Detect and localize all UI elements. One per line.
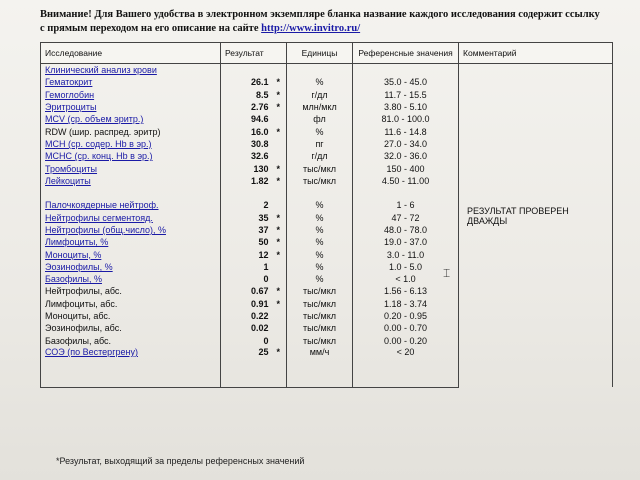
result-value: 35 [221,212,271,224]
out-of-range-flag: * [276,163,281,174]
text-cursor-icon: ⌶ [443,266,451,280]
test-name: Эозинофилы, абс. [45,323,122,334]
result-value: 26.1 [221,76,271,88]
reference-range: 81.0 - 100.0 [353,113,459,125]
row-cell [41,187,221,199]
test-name-link[interactable]: MCV (ср. объем эритр.) [45,114,144,125]
result-value: 0.02 [221,322,271,334]
out-of-range-flag [271,273,287,285]
out-of-range-flag: * [271,347,287,388]
reference-range: < 1.0 [353,273,459,285]
test-name-link[interactable]: СОЭ (по Вестергрену) [45,346,138,357]
comment-text: РЕЗУЛЬТАТ ПРОВЕРЕН ДВАЖДЫ [467,205,569,226]
reference-range: 11.7 - 15.5 [353,89,459,101]
out-of-range-flag [271,150,287,162]
test-name: Базофилы, абс. [45,335,112,346]
unit-value [287,64,353,77]
reference-range: 11.6 - 14.8 [353,125,459,137]
reference-range: 1 - 6 [353,199,459,211]
unit-value: фл [287,113,353,125]
out-of-range-flag: * [276,102,281,113]
unit-value: % [287,212,353,224]
unit-value: тыс/мкл [287,310,353,322]
notice-text: Внимание! Для Вашего удобства в электронном экземпляре бланка название каждого исследования содержит ссылку с прямым переходом на его описание на сайте [40,9,600,34]
unit-value: % [287,261,353,273]
test-name-link[interactable]: Эритроциты [45,102,97,113]
out-of-range-flag: * [276,225,281,235]
result-value [221,187,271,199]
row-cell [41,150,221,162]
out-of-range-flag [271,113,287,125]
result-value: 0.91 [221,298,271,310]
comment-cell [459,64,613,388]
out-of-range-flag [271,310,287,322]
row-cell [41,335,221,347]
out-of-range-flag: * [276,126,281,137]
test-name-link[interactable]: Гематокрит [45,77,93,88]
test-name-link[interactable]: МСНС (ср. конц. Hb в эр.) [45,151,153,162]
result-value: 37 [221,224,271,236]
unit-value: % [287,248,353,260]
unit-value: % [287,273,353,285]
row-cell [41,89,221,101]
notice-banner [40,8,600,36]
reference-range: 0.00 - 0.70 [353,322,459,334]
header-units: Единицы [287,43,353,64]
unit-value: мм/ч [287,347,353,388]
unit-value: млн/мкл [287,101,353,113]
test-name-link[interactable]: Лейкоциты [45,175,91,186]
unit-value: пг [287,138,353,150]
row-cell [41,285,221,297]
test-name-link[interactable]: Моноциты, % [45,249,102,260]
row-cell [41,138,221,150]
test-name-link[interactable]: Лимфоциты, % [45,237,109,248]
out-of-range-flag: * [276,249,281,260]
header-test: Исследование [41,43,221,64]
unit-value: тыс/мкл [287,285,353,297]
table-row [41,64,613,77]
test-name-link[interactable]: Гемоглобин [45,89,95,100]
out-of-range-flag: * [276,237,281,248]
test-name-link[interactable]: Базофилы, % [45,274,102,285]
row-cell [41,322,221,334]
result-value: 1 [221,261,271,273]
result-value: 0.67 [221,285,271,297]
test-name-link[interactable]: Тромбоциты [45,163,98,174]
result-value: 2 [221,199,271,211]
unit-value: % [287,199,353,211]
row-cell [41,261,221,273]
unit-value: г/дл [287,89,353,101]
result-value: 30.8 [221,138,271,150]
row-cell [41,212,221,224]
test-name: Моноциты, абс. [45,311,111,322]
table-header-row [41,43,613,64]
row-cell [41,125,221,137]
out-of-range-flag [271,199,287,211]
result-value: 25 [221,347,271,388]
row-cell [41,101,221,113]
result-value: 0.22 [221,310,271,322]
out-of-range-flag: * [276,89,281,100]
out-of-range-flag [271,138,287,150]
result-value: 0 [221,335,271,347]
unit-value: % [287,125,353,137]
reference-range: 27.0 - 34.0 [353,138,459,150]
out-of-range-flag [271,187,287,199]
unit-value: тыс/мкл [287,162,353,174]
out-of-range-flag: * [276,298,281,309]
reference-range: 35.0 - 45.0 [353,76,459,88]
row-cell [41,347,221,388]
unit-value [287,187,353,199]
out-of-range-flag: * [276,175,281,186]
row-cell [41,224,221,236]
result-value: 12 [221,248,271,260]
invitro-link[interactable]: http://www.invitro.ru/ [261,23,361,34]
out-of-range-flag [271,322,287,334]
row-cell [41,175,221,187]
unit-value: тыс/мкл [287,298,353,310]
result-value: 94.6 [221,113,271,125]
row-cell [41,236,221,248]
test-name-link[interactable]: Палочкоядерные нейтроф. [45,200,159,211]
result-value: 0 [221,273,271,285]
reference-range: 3.80 - 5.10 [353,101,459,113]
header-comment: Комментарий [459,43,613,64]
reference-range: 0.00 - 0.20 [353,335,459,347]
out-of-range-flag: * [276,286,281,297]
result-value: 50 [221,236,271,248]
reference-range: 32.0 - 36.0 [353,150,459,162]
test-name-link[interactable]: MCH (ср. содер. Hb в эр.) [45,138,152,149]
out-of-range-flag: * [276,77,281,88]
test-name-link[interactable]: Клинический анализ крови [45,65,157,76]
header-result: Результат [221,43,287,64]
unit-value: тыс/мкл [287,175,353,187]
test-name: RDW (шир. распред. эритр) [45,126,161,137]
unit-value: % [287,76,353,88]
reference-range: 19.0 - 37.0 [353,236,459,248]
result-value: 1.82 [221,175,271,187]
out-of-range-flag: * [276,212,281,223]
out-of-range-flag [271,64,287,77]
test-name-link[interactable]: Нейтрофилы сегментояд. [45,212,153,223]
reference-range: 1.18 - 3.74 [353,298,459,310]
reference-range: 3.0 - 11.0 [353,248,459,260]
reference-range: 0.20 - 0.95 [353,310,459,322]
row-cell [41,298,221,310]
reference-range: 4.50 - 11.00 [353,175,459,187]
reference-range: 1.56 - 6.13 [353,285,459,297]
row-cell [41,64,221,77]
header-reference: Референсные значения [353,43,459,64]
out-of-range-flag [271,335,287,347]
result-value [221,64,271,77]
reference-range: 150 - 400 [353,162,459,174]
row-cell [41,199,221,211]
result-value: 130 [221,162,271,174]
out-of-range-flag [271,261,287,273]
result-value: 32.6 [221,150,271,162]
row-cell [41,273,221,285]
test-name: Нейтрофилы, абс. [45,286,122,297]
row-cell [41,248,221,260]
unit-value: тыс/мкл [287,322,353,334]
row-cell [41,113,221,125]
row-cell [41,76,221,88]
test-name-link[interactable]: Эозинофилы, % [45,261,113,272]
reference-range [353,187,459,199]
unit-value: г/дл [287,150,353,162]
test-name-link[interactable]: Нейтрофилы (общ.число), % [45,225,166,235]
row-cell [41,310,221,322]
test-name: Лимфоциты, абс. [45,298,118,309]
row-cell [41,162,221,174]
unit-value: % [287,236,353,248]
unit-value: тыс/мкл [287,335,353,347]
results-table [40,42,613,388]
result-value: 8.5 [221,89,271,101]
result-value: 2.76 [221,101,271,113]
reference-range: < 20 [353,347,459,388]
reference-range: 48.0 - 78.0 [353,224,459,236]
reference-range [353,64,459,77]
footnote: *Результат, выходящий за пределы референсных значений [56,456,305,466]
unit-value: % [287,224,353,236]
reference-range: 47 - 72 [353,212,459,224]
results-body [41,64,613,388]
reference-range: 1.0 - 5.0 [353,261,459,273]
result-value: 16.0 [221,125,271,137]
